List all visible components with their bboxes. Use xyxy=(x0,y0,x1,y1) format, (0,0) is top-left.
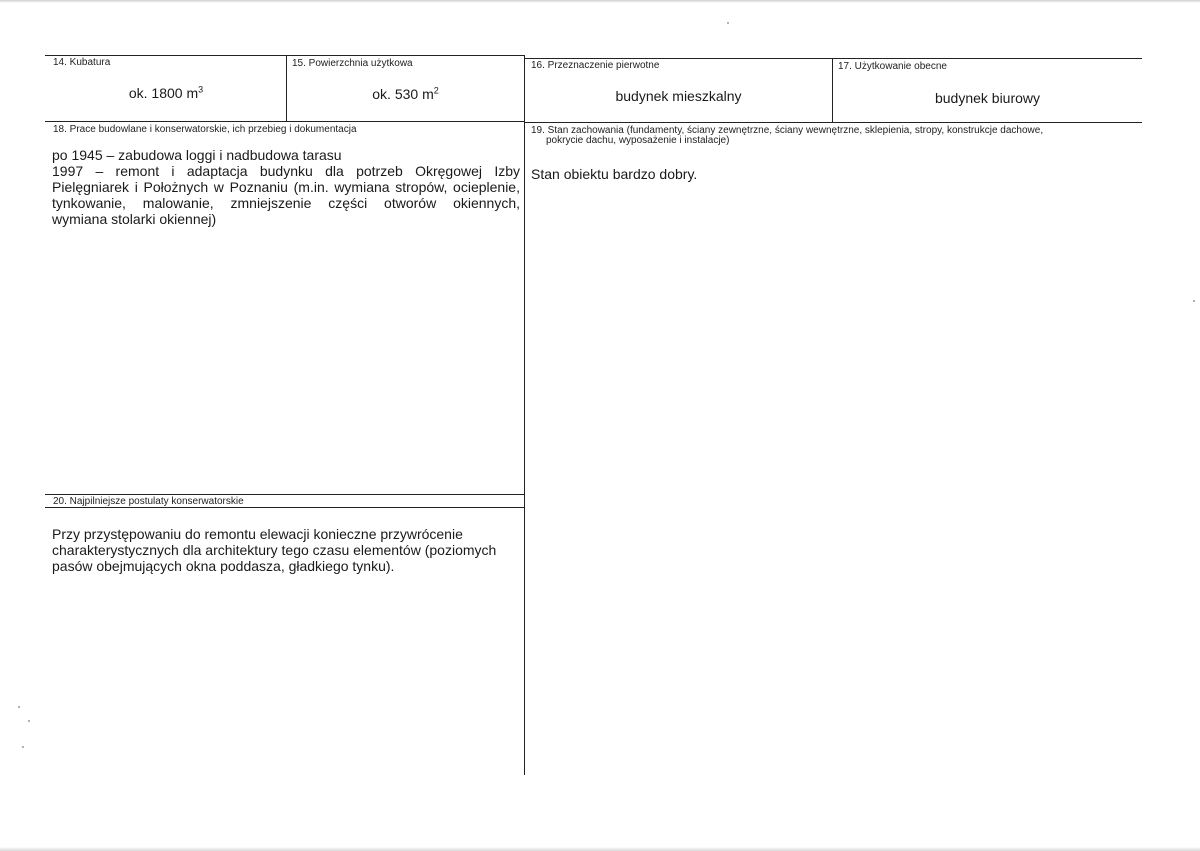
top-row-bottom-border-right xyxy=(525,122,1142,123)
field-20-text xyxy=(52,526,522,574)
field-14-unit-sup: 3 xyxy=(198,84,204,95)
field-18-line: tynkowanie, malowanie, zmniejszenie części otworów okiennych, xyxy=(52,195,520,211)
field-19-value: Stan obiektu bardzo dobry. xyxy=(531,166,698,182)
field-19-label-line-2: pokrycie dachu, wyposażenie i instalacje) xyxy=(546,135,730,146)
scan-speck xyxy=(727,22,729,24)
field-20-label-underline xyxy=(45,507,525,508)
field-17-label: 17. Użytkowanie obecne xyxy=(838,61,947,72)
field-16-value: budynek mieszkalny xyxy=(615,88,742,104)
field-20-label: 20. Najpilniejsze postulaty konserwatorskie xyxy=(53,496,244,507)
field-18-label: 18. Prace budowlane i konserwatorskie, ich przebieg i dokumentacja xyxy=(53,124,357,135)
field-15-label: 15. Powierzchnia użytkowa xyxy=(292,58,413,69)
field-14-value-text: ok. 1800 m xyxy=(128,85,199,101)
scan-speck xyxy=(22,746,24,748)
field-15-unit-sup: 2 xyxy=(433,85,439,96)
scan-top-edge xyxy=(0,0,1200,3)
field-15-value xyxy=(287,86,524,102)
field-18-text xyxy=(52,147,520,227)
field-17-value: budynek biurowy xyxy=(934,90,1041,106)
field-18-line: Pielęgniarek i Położnych w Poznaniu (m.in. wymiana stropów, ocieplenie, xyxy=(52,179,520,195)
field-20-line: Przy przystępowaniu do remontu elewacji konieczne przywrócenie xyxy=(52,526,463,542)
field-20-line: charakterystycznych dla architektury tego czasu elementów (poziomych xyxy=(52,542,497,558)
field-19-label xyxy=(531,126,1043,146)
scan-speck xyxy=(28,720,30,722)
field-18-line: wymiana stolarki okiennej) xyxy=(52,211,217,227)
scan-bottom-edge xyxy=(0,847,1200,851)
scan-speck xyxy=(18,706,20,708)
field-20-line: pasów obejmujących okna poddasza, gładkiego tynku). xyxy=(52,558,395,574)
top-border-right xyxy=(525,58,1142,59)
field-18-line: 1997 – remont i adaptacja budynku dla potrzeb Okręgowej Izby xyxy=(52,163,520,179)
top-row-bottom-border-left xyxy=(45,121,525,122)
field-14-value xyxy=(46,85,286,101)
field-19-label-line-1: 19. Stan zachowania (fundamenty, ściany zewnętrzne, ściany wewnętrzne, sklepienia, stropy, konstrukcje dachowe, xyxy=(531,125,1044,136)
field-14-label: 14. Kubatura xyxy=(53,57,111,68)
field-15-value-text: ok. 530 m xyxy=(372,86,434,102)
scan-speck xyxy=(1193,300,1195,302)
top-border-left xyxy=(45,55,525,56)
divider-15-16 xyxy=(524,55,525,775)
field-16-label: 16. Przeznaczenie pierwotne xyxy=(531,60,660,71)
field-20-top-border xyxy=(45,494,525,495)
field-18-line: po 1945 – zabudowa loggi i nadbudowa tarasu xyxy=(52,147,342,163)
